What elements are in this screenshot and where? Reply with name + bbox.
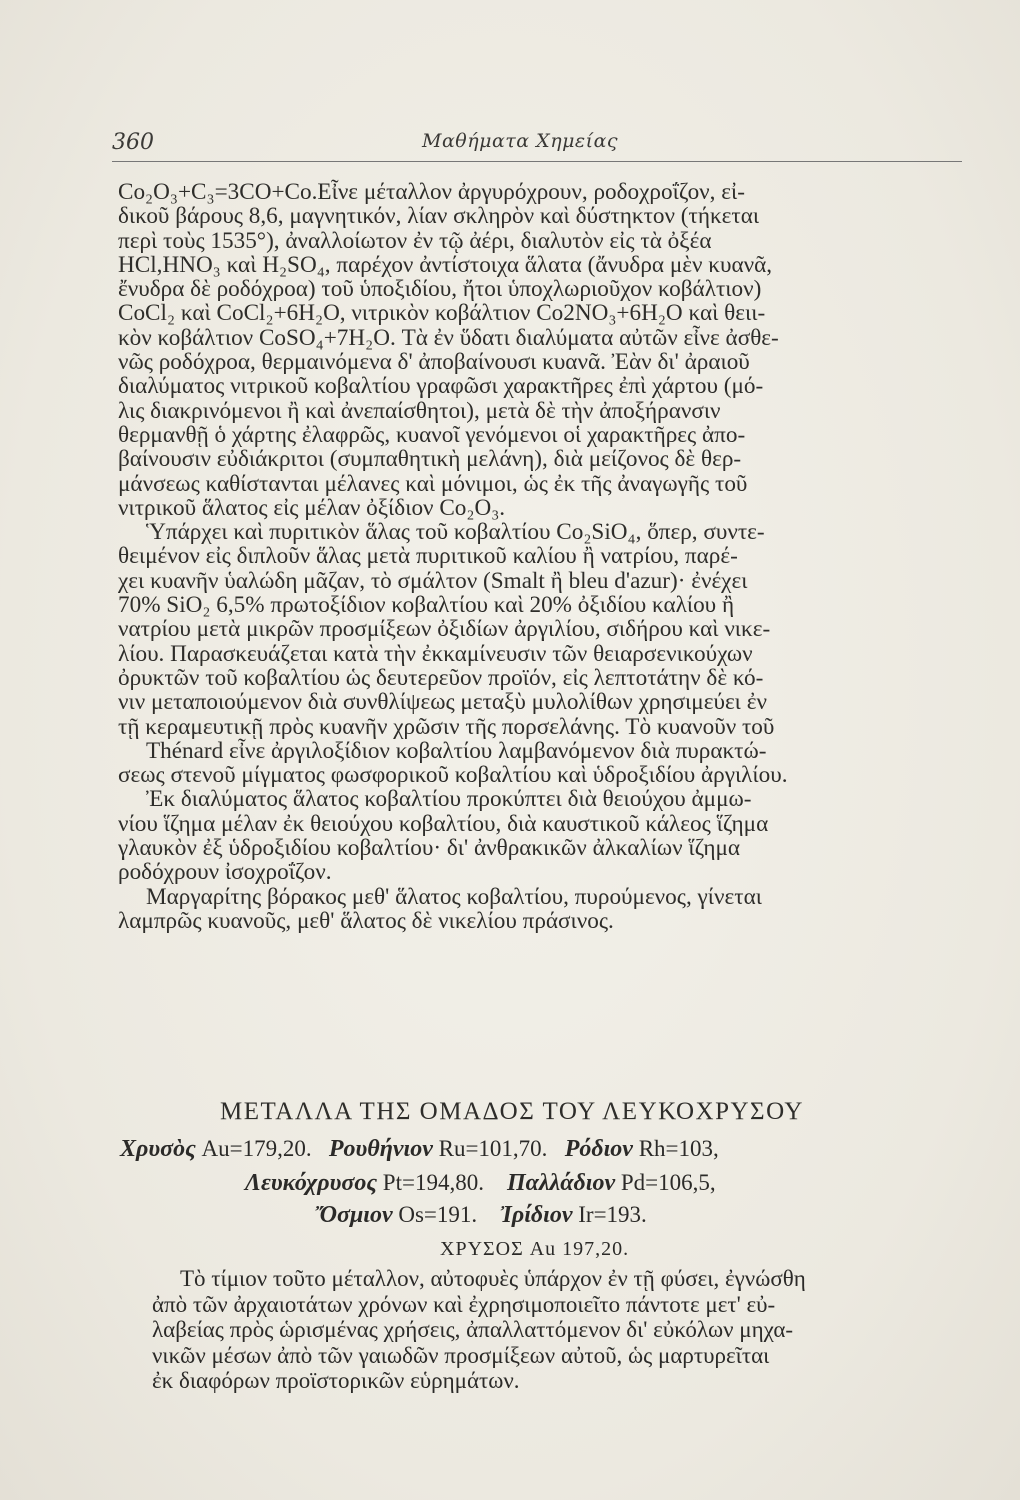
text-line: λίου. Παρασκευάζεται κατὰ τὴν ἐκκαμίνευσιν τῶν θειαρσενικούχων: [118, 640, 753, 667]
text-line: 70% SiO₂ 6,5% πρωτοξίδιον κοβαλτίου καὶ 20% ὀξιδίου καλίου ἢ: [118, 592, 735, 619]
text-line: λαβείας πρὸς ὡρισμένας χρήσεις, ἀπαλλαττόμενον δι' εὐκόλων μηχα-: [152, 1317, 794, 1342]
cobalt-text-block: [118, 180, 963, 933]
text-line: τῇ κεραμευτικῇ πρὸς κυανῆν χρῶσιν τῆς πορσελάνης. Τὸ κυανοῦν τοῦ: [118, 713, 775, 740]
text-line: γλαυκὸν ἐξ ὑδροξιδίου κοβαλτίου· δι' ἀνθρακικῶν ἀλκαλίων ἵζημα: [118, 835, 741, 862]
text-line: Μαργαρίτης βόρακος μεθ' ἅλατος κοβαλτίου, πυρούμενος, γίνεται: [146, 883, 762, 910]
running-title: Μαθήματα Χημείας: [422, 130, 619, 152]
metal-name: Λευκόχρυσος: [245, 1170, 378, 1196]
page-header: [112, 128, 962, 164]
text-line: διαλύματος νιτρικοῦ κοβαλτίου γραφῶσι χαρακτῆρες ἐπὶ χάρτου (μό-: [118, 373, 764, 400]
metal-name: Χρυσὸς: [120, 1136, 196, 1162]
text-line: λις διακρινόμενοι ἢ καὶ ἀνεπαίσθητοι), μετὰ δὲ τὴν ἀποξήρανσιν: [118, 397, 721, 424]
text-line: χει κυανῆν ὑαλώδη μᾶζαν, τὸ σμάλτον (Smalt ἢ bleu d'azur)· ἐνέχει: [118, 567, 748, 594]
text-line: νιτρικοῦ ἅλατος εἰς μέλαν ὀξίδιον Co₂O₃.: [118, 494, 506, 521]
text-line: βαίνουσιν εὐδιάκριτοι (συμπαθητικὴ μελάνη), διὰ μείζονος δὲ θερ-: [118, 446, 742, 473]
text-line: μάνσεως καθίστανται μέλανες καὶ μόνιμοι, ὡς ἐκ τῆς ἀναγωγῆς τοῦ: [118, 470, 748, 497]
text-line: ἔνυδρα δὲ ροδόχροα) τοῦ ὑποξιδίου, ἤτοι ὑποχλωριοῦχον κοβάλτιον): [118, 276, 762, 303]
text-line: σεως στενοῦ μίγματος φωσφορικοῦ κοβαλτίου καὶ ὑδροξιδίου ἀργιλίου.: [118, 762, 788, 789]
header-rule: [112, 161, 962, 162]
text-line: θερμανθῇ ὁ χάρτης ἐλαφρῶς, κυανοῖ γενόμενοι οἱ χαρακτῆρες ἀπο-: [118, 421, 746, 448]
metal-name: Ρουθήνιον: [328, 1136, 433, 1162]
text-line: νίου ἵζημα μέλαν ἐκ θειούχου κοβαλτίου, διὰ καυστικοῦ κάλεος ἵζημα: [118, 810, 769, 837]
text-line: περὶ τοὺς 1535°), ἀναλλοίωτον ἐν τῷ ἀέρι, διαλυτὸν εἰς τὰ ὀξέα: [118, 227, 712, 254]
metals-row-2: [245, 1170, 716, 1196]
page-number: 360: [112, 130, 154, 155]
text-line: ροδόχρουν ἰσοχροΐζον.: [118, 859, 332, 886]
metal-name: Παλλάδιον: [506, 1170, 616, 1196]
metal-name: Ὄσμιον: [315, 1202, 393, 1228]
text-line: Thénard εἶνε ἀργιλοξίδιον κοβαλτίου λαμβανόμενον διὰ πυρακτώ-: [146, 737, 767, 764]
text-line: νικῶν μέσων ἀπὸ τῶν γαιωδῶν προσμίξεων αὐτοῦ, ὡς μαρτυρεῖται: [152, 1342, 770, 1368]
metal-name: Ρόδιον: [564, 1136, 633, 1162]
text-line: νατρίου μετὰ μικρῶν προσμίξεων ὀξιδίων ἀργιλίου, σιδήρου καὶ νικε-: [118, 616, 771, 643]
text-line: δικοῦ βάρους 8,6, μαγνητικόν, λίαν σκληρὸν καὶ δύστηκτον (τήκεται: [118, 203, 760, 230]
text-line: νῶς ροδόχροα, θερμαινόμενα δ' ἀποβαίνουσι κυανᾶ. Ἐὰν δι' ἀραιοῦ: [118, 349, 750, 376]
metal-formula: Pt=194,80.: [382, 1170, 484, 1195]
metal-formula: Ir=193.: [578, 1202, 647, 1227]
text-line: HCl,HNO₃ καὶ H₂SO₄, παρέχον ἀντίστοιχα ἅλατα (ἄνυδρα μὲν κυανᾶ,: [118, 251, 773, 278]
metal-formula: Pd=106,5,: [620, 1170, 716, 1195]
metal-name: Ἰρίδιον: [500, 1202, 573, 1228]
text-line: νιν μεταποιούμενον διὰ συνθλίψεως μεταξὺ μυλολίθων χρησιμεύει ἐν: [118, 689, 767, 716]
section-heading: ΜΕΤΑΛΛΑ ΤΗΣ ΟΜΑΔΟΣ ΤΟΥ ΛΕΥΚΟΧΡΥΣΟΥ: [220, 1098, 804, 1125]
text-line: ἀπὸ τῶν ἀρχαιοτάτων χρόνων καὶ ἐχρησιμοποιεῖτο πάντοτε μετ' εὐ-: [152, 1291, 776, 1317]
text-line: CoCl₂ καὶ CoCl₂+6H₂O, νιτρικὸν κοβάλτιον Co2NO₃+6H₂O καὶ θειι-: [118, 300, 766, 327]
text-line: λαμπρῶς κυανοῦς, μεθ' ἅλατος δὲ νικελίου πράσινος.: [118, 907, 614, 934]
text-line: κὸν κοβάλτιον CoSO₄+7H₂O. Τὰ ἐν ὕδατι διαλύματα αὐτῶν εἶνε ἀσθε-: [118, 324, 779, 351]
gold-paragraph: [152, 1266, 962, 1394]
metal-formula: Au=179,20.: [201, 1136, 312, 1161]
text-line: ὀρυκτῶν τοῦ κοβαλτίου ὡς δευτερεῦον προϊόν, εἰς λεπτοτάτην δὲ κό-: [118, 664, 764, 691]
gold-subheading: ΧΡΥΣΟΣ Au 197,20.: [440, 1238, 630, 1260]
metals-row-1: [120, 1136, 719, 1162]
text-line: Co₂O₃+C₃=3CO+Co.Εἶνε μέταλλον ἀργυρόχρουν, ροδοχροΐζον, εἰ-: [118, 179, 745, 205]
text-line: ἐκ διαφόρων προϊστορικῶν εὑρημάτων.: [152, 1368, 520, 1393]
text-line: Ὑπάρχει καὶ πυριτικὸν ἅλας τοῦ κοβαλτίου Co₂SiO₄, ὅπερ, συντε-: [146, 519, 765, 546]
metal-formula: Ru=101,70.: [438, 1136, 548, 1161]
metal-formula: Os=191.: [398, 1202, 478, 1227]
metals-row-3: [315, 1202, 647, 1228]
text-line: θειμένον εἰς διπλοῦν ἅλας μετὰ πυριτικοῦ καλίου ἢ νατρίου, παρέ-: [118, 543, 738, 570]
text-line: Ἐκ διαλύματος ἅλατος κοβαλτίου προκύπτει διὰ θειούχου ἀμμω-: [146, 786, 752, 813]
metal-formula: Rh=103,: [638, 1136, 719, 1161]
text-line: Τὸ τίμιον τοῦτο μέταλλον, αὐτοφυὲς ὑπάρχον ἐν τῇ φύσει, ἐγνώσθη: [180, 1266, 806, 1291]
